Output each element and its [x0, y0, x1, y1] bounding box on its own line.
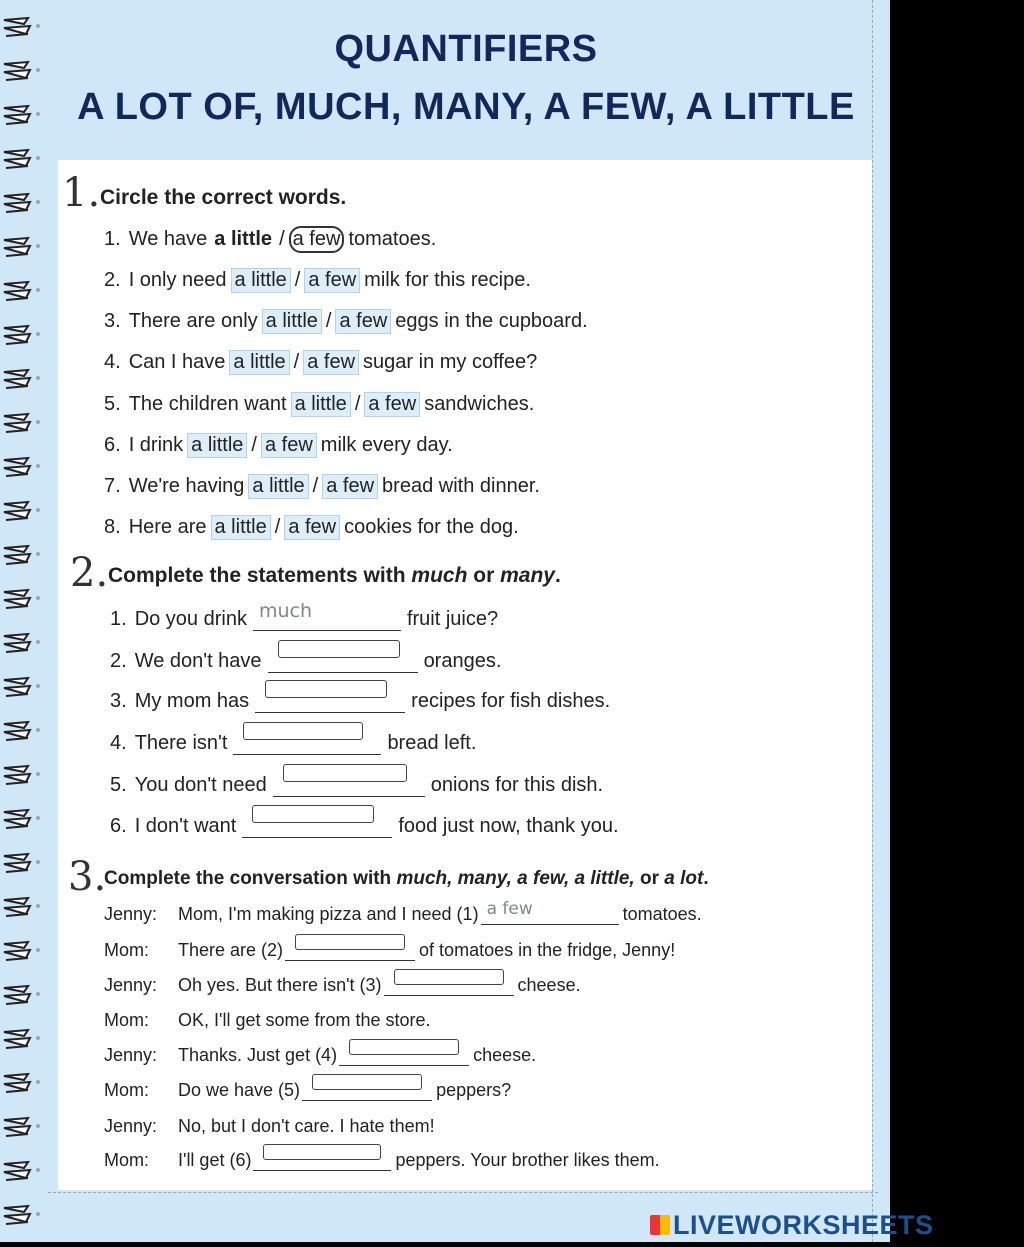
dialogue-line [104, 1080, 511, 1101]
item-number: 7. [104, 475, 121, 497]
logo-text: LIVEWORKSHEETS [673, 1210, 934, 1240]
option-separator: / [279, 228, 285, 250]
item-text-after: sandwiches. [424, 393, 535, 415]
option-separator: / [312, 475, 319, 497]
line-text-before: Oh yes. But there isn't (3) [178, 975, 382, 995]
section2-heading-or: or [473, 564, 495, 587]
exercise1-item [104, 268, 531, 293]
page-title: QUANTIFIERS [334, 28, 598, 70]
answer-blank [268, 648, 418, 673]
section3-heading-or: or [640, 868, 659, 889]
page-border-dots [872, 0, 890, 1242]
example-answer: much [258, 600, 313, 622]
speaker-name: Jenny: [104, 975, 158, 995]
option-a-little[interactable]: a little [248, 474, 308, 499]
section3-heading-text: Complete the conversation with [104, 868, 392, 889]
item-number: 8. [104, 516, 121, 538]
section1-number: 1. [62, 170, 101, 216]
line-text-after: peppers? [436, 1080, 512, 1100]
item-number: 1. [104, 228, 121, 250]
answer-blank [255, 688, 405, 713]
line-text-after: tomatoes. [622, 904, 702, 924]
dialogue-line [104, 1010, 431, 1031]
speaker-name: Mom: [104, 940, 149, 960]
option-a-little[interactable]: a little [262, 309, 322, 334]
exercise1-item [104, 474, 540, 499]
item-text-before: My mom has [134, 690, 250, 712]
section2-heading-text: Complete the statements with [108, 564, 406, 587]
answer-input[interactable] [283, 764, 407, 782]
item-text-before: There are only [128, 310, 258, 332]
section1-heading: Circle the correct words. [100, 186, 347, 209]
speaker-name: Mom: [104, 1150, 149, 1170]
item-text-after: oranges. [423, 650, 502, 672]
line-text-before: There are (2) [178, 940, 284, 960]
item-text-after: tomatoes. [348, 228, 437, 250]
answer-blank [339, 1045, 469, 1066]
exercise2-item [110, 772, 603, 797]
item-number: 4. [104, 351, 121, 373]
answer-blank [273, 772, 425, 797]
liveworksheets-logo-icon [650, 1215, 670, 1235]
option-a-few[interactable]: a few [335, 309, 391, 334]
option-a-few[interactable]: a few [261, 433, 317, 458]
dialogue-line [104, 940, 675, 961]
answer-blank [242, 813, 392, 838]
option-a-few[interactable]: a few [284, 515, 340, 540]
option-a-little[interactable]: a little [211, 515, 271, 540]
option-a-few[interactable]: a few [303, 350, 359, 375]
answer-blank [384, 975, 514, 996]
option-separator: / [325, 310, 332, 332]
section2-heading [108, 564, 561, 588]
item-number: 2. [104, 269, 121, 291]
option-a-few[interactable]: a few [289, 226, 345, 253]
exercise1-item [104, 309, 588, 334]
item-text-before: Do you drink [134, 608, 247, 630]
item-number: 3. [110, 690, 127, 712]
option-separator: / [294, 269, 301, 291]
item-number: 3. [104, 310, 121, 332]
item-number: 4. [110, 732, 127, 754]
spiral-binding [0, 0, 44, 1242]
answer-blank [253, 600, 401, 631]
item-text-after: recipes for fish dishes. [411, 690, 611, 712]
line-text-before: Thanks. Just get (4) [178, 1045, 338, 1065]
answer-input[interactable] [349, 1039, 459, 1055]
item-text-after: eggs in the cupboard. [395, 310, 588, 332]
exercise1-item [104, 515, 519, 540]
option-a-little[interactable]: a little [187, 433, 247, 458]
item-text-after: sugar in my coffee? [363, 351, 538, 373]
item-text-after: bread with dinner. [382, 475, 540, 497]
item-text-before: I don't want [134, 815, 237, 837]
line-text-after: cheese. [517, 975, 581, 995]
item-text-before: We have [128, 228, 208, 250]
line-text-after: of tomatoes in the fridge, Jenny! [419, 940, 676, 960]
answer-input[interactable] [265, 680, 387, 698]
exercise1-item [104, 226, 436, 253]
line-text-after: peppers. Your brother likes them. [395, 1150, 660, 1170]
speaker-name: Mom: [104, 1080, 149, 1100]
answer-input[interactable] [394, 969, 504, 985]
item-text-before: The children want [128, 393, 287, 415]
exercise1-item [104, 350, 537, 375]
item-number: 1. [110, 608, 127, 630]
answer-blank [253, 1150, 391, 1171]
item-text-before: You don't need [134, 774, 267, 796]
item-number: 6. [104, 434, 121, 456]
speaker-name: Jenny: [104, 1045, 158, 1065]
item-text-after: milk for this recipe. [364, 269, 531, 291]
answer-blank [233, 730, 381, 755]
line-text-after: cheese. [473, 1045, 537, 1065]
example-answer: a few [486, 899, 533, 919]
dialogue-line [104, 1150, 660, 1171]
section3-heading-end: . [703, 868, 709, 889]
option-a-little[interactable]: a little [231, 268, 291, 293]
exercise2-item [110, 688, 610, 713]
item-number: 5. [104, 393, 121, 415]
section3-heading-word-alot: a lot [664, 868, 704, 889]
option-separator: / [354, 393, 361, 415]
liveworksheets-logo [650, 1210, 934, 1241]
item-number: 5. [110, 774, 127, 796]
item-text-before: We don't have [134, 650, 262, 672]
answer-blank [285, 940, 415, 961]
item-text-before: We're having [128, 475, 245, 497]
item-text-before: I drink [128, 434, 184, 456]
line-text-before: OK, I'll get some from the store. [178, 1010, 431, 1030]
item-text-before: Can I have [128, 351, 226, 373]
section2-heading-end: . [554, 564, 561, 587]
spiral-rings-icon [0, 0, 44, 1242]
page-subtitle: A LOT OF, MUCH, MANY, A FEW, A LITTLE [77, 86, 855, 128]
option-a-little[interactable]: a little [291, 392, 351, 417]
answer-input[interactable] [252, 805, 374, 823]
speaker-name: Jenny: [104, 904, 158, 924]
option-separator: / [293, 351, 300, 373]
item-number: 6. [110, 815, 127, 837]
option-a-few[interactable]: a few [364, 392, 420, 417]
item-text-before: There isn't [134, 732, 228, 754]
item-text-after: milk every day. [320, 434, 453, 456]
item-text-before: I only need [128, 269, 227, 291]
item-text-after: onions for this dish. [430, 774, 604, 796]
speaker-name: Mom: [104, 1010, 149, 1030]
option-separator: / [251, 434, 257, 456]
dialogue-line [104, 975, 581, 996]
answer-input[interactable] [278, 640, 400, 658]
line-text-before: Mom, I'm making pizza and I need (1) [178, 904, 479, 924]
option-a-little[interactable]: a little [214, 228, 273, 250]
section2-heading-word-many: many [500, 564, 555, 587]
item-text-after: cookies for the dog. [344, 516, 519, 538]
dialogue-line [104, 899, 702, 925]
exercise2-item [110, 648, 501, 673]
item-text-before: Here are [128, 516, 207, 538]
option-a-few[interactable]: a few [304, 268, 360, 293]
answer-input[interactable] [243, 722, 363, 740]
bottom-border-dots [48, 1192, 878, 1207]
exercise2-item [110, 600, 499, 631]
dialogue-line [104, 1116, 435, 1137]
exercise2-item [110, 730, 476, 755]
exercise1-item [104, 433, 453, 458]
item-text-after: fruit juice? [406, 608, 499, 630]
option-a-few[interactable]: a few [322, 474, 378, 499]
answer-input[interactable] [312, 1074, 422, 1090]
line-text-before: No, but I don't care. I hate them! [178, 1116, 435, 1136]
section2-heading-word-much: much [411, 564, 468, 587]
item-text-after: bread left. [387, 732, 477, 754]
exercise2-item [110, 813, 619, 838]
answer-blank [481, 899, 619, 925]
speaker-name: Jenny: [104, 1116, 158, 1136]
section2-number: 2. [70, 550, 109, 596]
answer-input[interactable] [263, 1144, 381, 1160]
option-a-little[interactable]: a little [229, 350, 289, 375]
answer-blank [302, 1080, 432, 1101]
section3-heading-words: much, many, a few, a little, [396, 868, 635, 889]
line-text-before: I'll get (6) [178, 1150, 252, 1170]
section3-number: 3. [68, 854, 107, 900]
dialogue-line [104, 1045, 536, 1066]
option-separator: / [274, 516, 281, 538]
line-text-before: Do we have (5) [178, 1080, 301, 1100]
section3-heading [104, 868, 709, 890]
item-text-after: food just now, thank you. [398, 815, 619, 837]
exercise1-item [104, 392, 534, 417]
answer-input[interactable] [295, 934, 405, 950]
item-number: 2. [110, 650, 127, 672]
